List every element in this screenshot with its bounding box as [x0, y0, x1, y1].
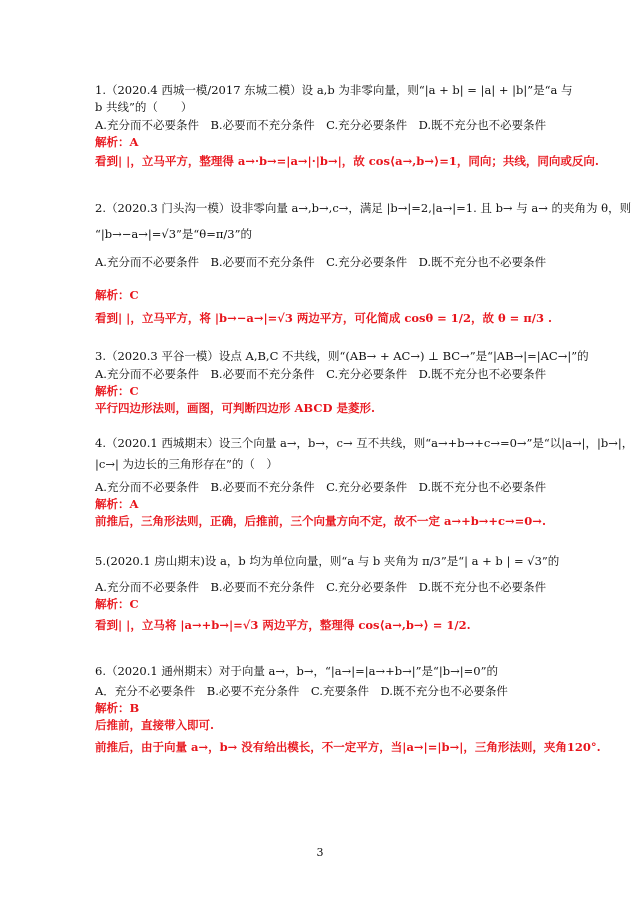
- q1-answer: 解析：A: [95, 135, 139, 149]
- q6-stem-line1: 6.（2020.1 通州期末）对于向量 a→，b→，“|a→|=|a→+b→|”是“|b→|=0”的: [95, 664, 498, 678]
- q5-note: 看到| |，立马将 |a→+b→|=√3 两边平方，整理得 cos⟨a→,b→⟩ = 1/2.: [95, 618, 471, 632]
- q3-note: 平行四边形法则，画图，可判断四边形 ABCD 是菱形.: [95, 401, 375, 415]
- q2-answer: 解析：C: [95, 288, 139, 302]
- q4-note: 前推后，三角形法则，正确，后推前，三个向量方向不定，故不一定 a→+b→+c→=0→.: [95, 514, 546, 528]
- q1-options: A.充分而不必要条件 B.必要而不充分条件 C.充分必要条件 D.既不充分也不必要条件: [95, 118, 547, 132]
- q3-stem-line1: 3.（2020.3 平谷一模）设点 A,B,C 不共线，则“(AB→ + AC→) ⊥ BC→”是“|AB→|=|AC→|”的: [95, 349, 589, 363]
- q2-note: 看到| |，立马平方，将 |b→−a→|=√3 两边平方，可化简成 cosθ = 1/2，故 θ = π/3 .: [95, 311, 552, 325]
- q4-stem-line1: 4.（2020.1 西城期末）设三个向量 a→，b→，c→ 互不共线，则“a→+b→+c→=0→”是“以|a→|，|b→|，: [95, 436, 634, 450]
- q1-stem-line2: b 共线”的（ ）: [95, 100, 193, 114]
- q4-answer: 解析：A: [95, 497, 139, 511]
- q5-stem-line1: 5.(2020.1 房山期末)设 a，b 均为单位向量，则“a 与 b 夹角为 π/3”是“| a + b | = √3”的: [95, 554, 560, 568]
- q1-note: 看到| |，立马平方，整理得 a→·b→=|a→|·|b→|，故 cos⟨a→,b→⟩=1，同向；共线，同向或反向.: [95, 154, 599, 168]
- q5-answer: 解析：C: [95, 597, 139, 611]
- q2-options: A.充分而不必要条件 B.必要而不充分条件 C.充分必要条件 D.既不充分也不必要条件: [95, 255, 547, 269]
- q6-note-2: 前推后，由于向量 a→，b→ 没有给出模长，不一定平方，当|a→|=|b→|，三角形法则，夹角120°.: [95, 740, 601, 754]
- q4-stem-line2: |c→| 为边长的三角形存在”的（ ）: [95, 457, 278, 471]
- q6-note-1: 后推前，直接带入即可.: [95, 718, 215, 732]
- q2-stem-line2: “|b→−a→|=√3”是“θ=π/3”的: [95, 227, 252, 241]
- page-number: 3: [316, 846, 324, 859]
- q5-options: A.充分而不必要条件 B.必要而不充分条件 C.充分必要条件 D.既不充分也不必要条件: [95, 580, 547, 594]
- q3-options: A.充分而不必要条件 B.必要而不充分条件 C.充分必要条件 D.既不充分也不必要条件: [95, 367, 547, 381]
- q4-options: A.充分而不必要条件 B.必要而不充分条件 C.充分必要条件 D.既不充分也不必要条件: [95, 480, 547, 494]
- q1-stem-line1: 1.（2020.4 西城一模/2017 东城二模）设 a,b 为非零向量，则“|a + b| = |a| + |b|”是“a 与: [95, 83, 573, 97]
- q6-options: A．充分不必要条件 B.必要不充分条件 C.充要条件 D.既不充分也不必要条件: [95, 684, 508, 698]
- q6-answer: 解析：B: [95, 701, 140, 715]
- q3-answer: 解析：C: [95, 384, 139, 398]
- q2-stem-line1: 2.（2020.3 门头沟一模）设非零向量 a→,b→,c→，满足 |b→|=2,|a→|=1. 且 b→ 与 a→ 的夹角为 θ，则: [95, 201, 632, 215]
